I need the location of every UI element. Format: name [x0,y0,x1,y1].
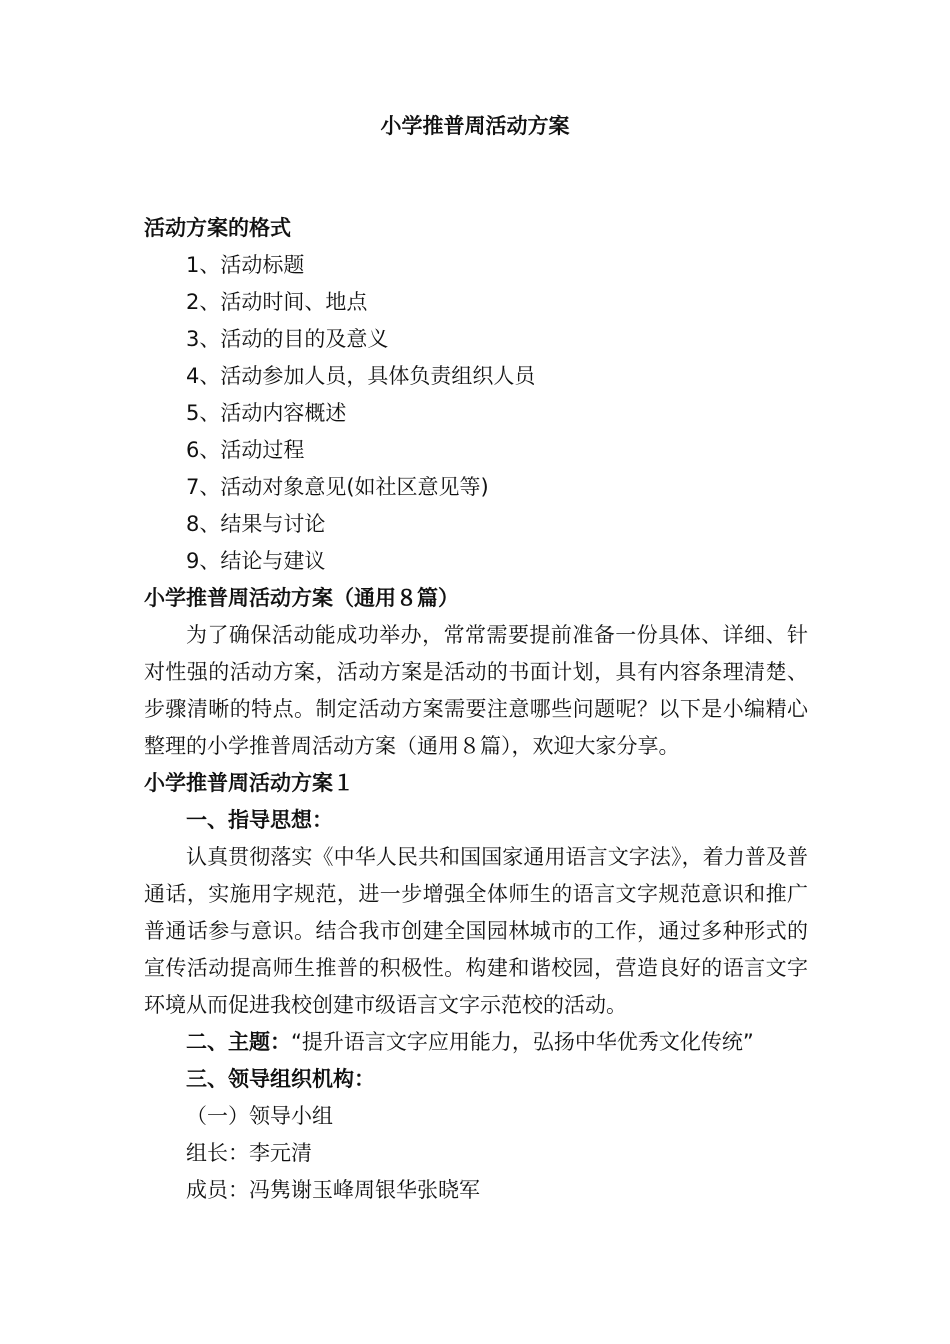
section2-line [144,1024,808,1061]
section2-text: “提升语言文字应用能力，弘扬中华优秀文化传统” [291,1030,754,1054]
list-item: 8、结果与讨论 [186,512,326,536]
list-item: 6、活动过程 [186,438,305,462]
format-list [144,247,808,580]
list-item: 2、活动时间、地点 [186,290,368,314]
list-item: 5、活动内容概述 [186,401,347,425]
format-heading: 活动方案的格式 [144,216,291,240]
list-item: 4、活动参加人员，具体负责组织人员 [186,364,536,388]
list-item: 9、结论与建议 [186,549,326,573]
document-body [144,210,808,1209]
collection-heading: 小学推普周活动方案（通用８篇） [144,586,459,610]
intro-paragraph: 为了确保活动能成功举办，常常需要提前准备一份具体、详细、针对性强的活动方案，活动方案是活动的书面计划，具有内容条理清楚、步骤清晰的特点。制定活动方案需要注意哪些问题呢？以下是小编精心整理的小学推普周活动方案（通用８篇），欢迎大家分享。 [144,623,808,758]
list-item: 3、活动的目的及意义 [186,327,389,351]
list-item: 1、活动标题 [186,253,305,277]
list-item: 7、活动对象意见(如社区意见等) [186,475,489,499]
section1-heading: 一、指导思想： [186,808,333,832]
group-heading: （一）领导小组 [186,1104,333,1128]
document-title: 小学推普周活动方案 [380,114,570,138]
plan1-heading: 小学推普周活动方案１ [144,771,354,795]
section1-paragraph: 认真贯彻落实《中华人民共和国国家通用语言文字法》，着力普及普通话，实施用字规范，进一步增强全体师生的语言文字规范意识和推广普通话参与意识。结合我市创建全国园林城市的工作，通过多种形式的宣传活动提高师生推普的积极性。构建和谐校园，营造良好的语言文字环境从而促进我校创建市级语言文字示范校的活动。 [144,845,808,1017]
leader-line: 组长：李元清 [186,1141,312,1165]
section2-label: 二、主题： [186,1030,291,1054]
members-line: 成员：冯隽谢玉峰周银华张晓军 [186,1178,480,1202]
section3-heading: 三、领导组织机构： [186,1067,375,1091]
